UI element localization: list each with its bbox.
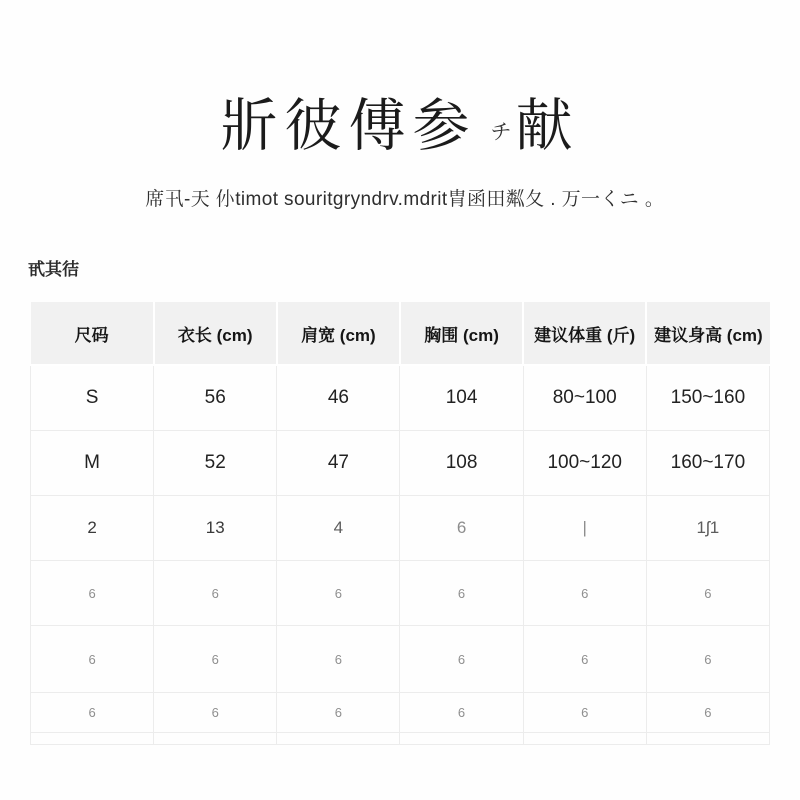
table-cell: 13 bbox=[154, 496, 277, 561]
table-cell: M bbox=[31, 431, 154, 496]
table-cell: 6 bbox=[31, 626, 154, 693]
table-cell: 6 bbox=[277, 626, 400, 693]
table-cell: 160~170 bbox=[646, 431, 769, 496]
column-header-height: 建议身高 (cm) bbox=[646, 302, 769, 365]
table-cell: 6 bbox=[154, 693, 277, 733]
table-cell: 150~160 bbox=[646, 365, 769, 431]
table-cell: 52 bbox=[154, 431, 277, 496]
table-row-faint bbox=[31, 561, 770, 626]
table-cell: 6 bbox=[400, 496, 523, 561]
table-cell: 46 bbox=[277, 365, 400, 431]
table-cell bbox=[277, 733, 400, 745]
table-cell: 1ʃ1 bbox=[646, 496, 769, 561]
table-cell: 6 bbox=[646, 693, 769, 733]
table-row-s bbox=[31, 365, 770, 431]
table-cell: 6 bbox=[277, 561, 400, 626]
section-title: 甙其㣟 bbox=[28, 260, 79, 279]
brand-subtitle: 席卂-天 仦timot souritgryndrv.mdrit胄函田粼夂 . 万一くニ ｡ bbox=[145, 189, 655, 210]
column-header-length: 衣长 (cm) bbox=[154, 302, 277, 365]
table-cell: 6 bbox=[400, 693, 523, 733]
table-cell: 4 bbox=[277, 496, 400, 561]
table-cell bbox=[154, 733, 277, 745]
table-cell: 80~100 bbox=[523, 365, 646, 431]
table-cell: 6 bbox=[523, 561, 646, 626]
table-row-truncated bbox=[31, 733, 770, 745]
table-cell bbox=[523, 733, 646, 745]
table-cell: 6 bbox=[400, 561, 523, 626]
table-cell: 6 bbox=[31, 561, 154, 626]
table-cell: 47 bbox=[277, 431, 400, 496]
table-cell: 6 bbox=[523, 626, 646, 693]
brand-title-tail: 献 bbox=[515, 93, 580, 159]
table-cell: 6 bbox=[31, 693, 154, 733]
column-header-shoulder: 肩宽 (cm) bbox=[277, 302, 400, 365]
table-cell: 6 bbox=[523, 693, 646, 733]
table-cell: 2 bbox=[31, 496, 154, 561]
table-cell: 108 bbox=[400, 431, 523, 496]
table-cell: 104 bbox=[400, 365, 523, 431]
size-table bbox=[30, 302, 770, 745]
table-cell bbox=[31, 733, 154, 745]
column-header-chest: 胸围 (cm) bbox=[400, 302, 523, 365]
table-cell bbox=[400, 733, 523, 745]
table-row-faint bbox=[31, 626, 770, 693]
table-row-m bbox=[31, 431, 770, 496]
table-cell: 100~120 bbox=[523, 431, 646, 496]
column-header-size: 尺码 bbox=[31, 302, 154, 365]
table-cell: 6 bbox=[154, 626, 277, 693]
table-row-garbled bbox=[31, 496, 770, 561]
table-cell: 6 bbox=[154, 561, 277, 626]
table-cell bbox=[646, 733, 769, 745]
table-cell: | bbox=[523, 496, 646, 561]
brand-title-main: 斨彼傅参 bbox=[220, 93, 477, 159]
size-table-header-row bbox=[31, 302, 770, 365]
table-row-faint bbox=[31, 693, 770, 733]
table-cell: S bbox=[31, 365, 154, 431]
table-cell: 6 bbox=[646, 626, 769, 693]
brand-title-small-glyph: チ bbox=[490, 120, 512, 144]
table-cell: 6 bbox=[277, 693, 400, 733]
table-cell: 6 bbox=[400, 626, 523, 693]
column-header-weight: 建议体重 (斤) bbox=[523, 302, 646, 365]
table-cell: 56 bbox=[154, 365, 277, 431]
table-cell: 6 bbox=[646, 561, 769, 626]
brand-title bbox=[0, 0, 800, 162]
